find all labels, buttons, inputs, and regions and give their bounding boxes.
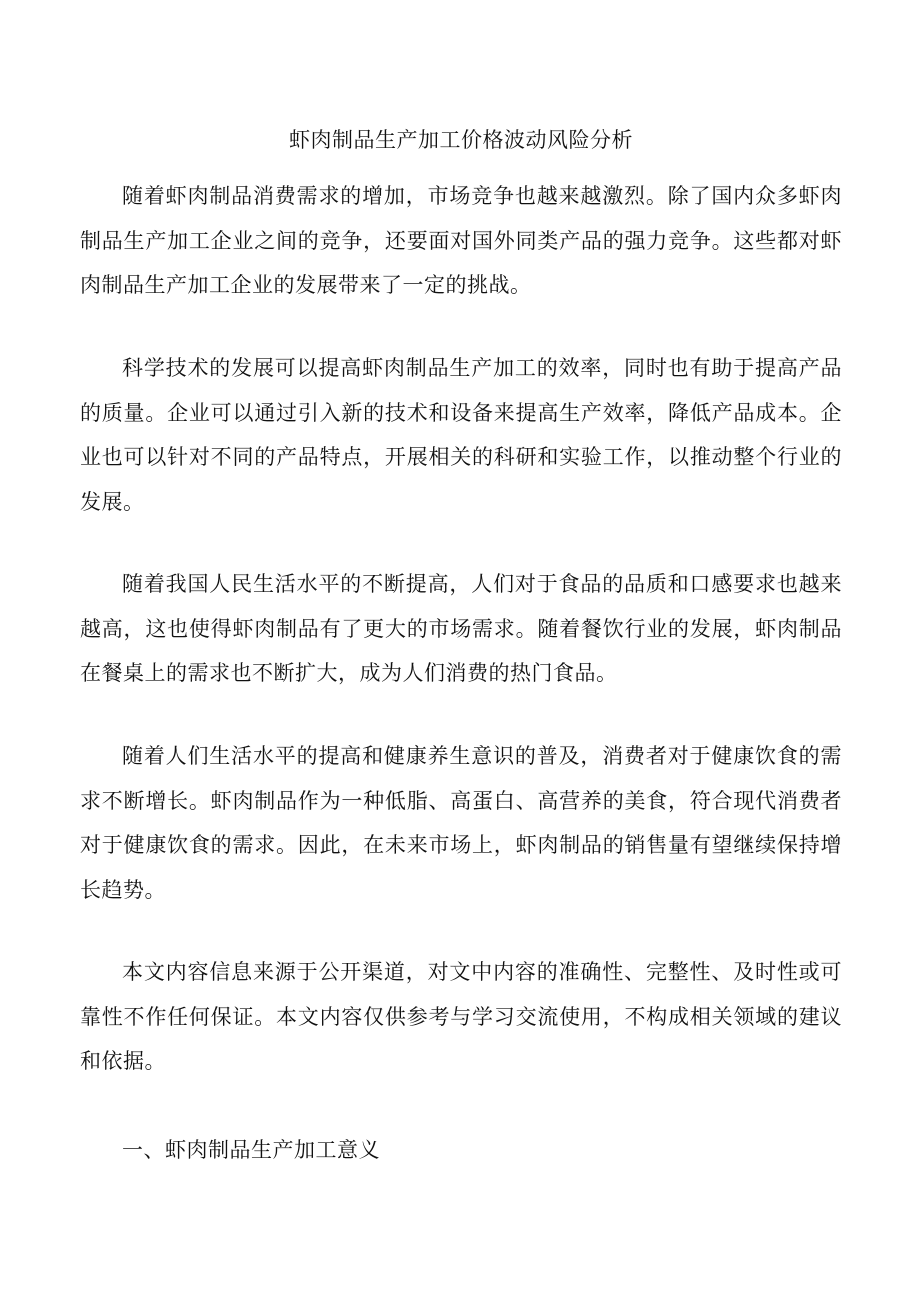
section-heading: 一、虾肉制品生产加工意义 — [122, 1138, 380, 1162]
paragraph-3: 随着我国人民生活水平的不断提高，人们对于食品的品质和口感要求也越来越高，这也使得虾肉制品有了更大的市场需求。随着餐饮行业的发展，虾肉制品在餐桌上的需求也不断扩大，成为人们消费的热门食品。 — [80, 572, 842, 685]
paragraph-4: 随着人们生活水平的提高和健康养生意识的普及，消费者对于健康饮食的需求不断增长。虾肉制品作为一种低脂、高蛋白、高营养的美食，符合现代消费者对于健康饮食的需求。因此，在未来市场上，虾肉制品的销售量有望继续保持增长趋势。 — [80, 744, 842, 902]
paragraph-5: 本文内容信息来源于公开渠道，对文中内容的准确性、完整性、及时性或可靠性不作任何保证。本文内容仅供参考与学习交流使用，不构成相关领域的建议和依据。 — [80, 960, 842, 1073]
paragraph-1: 随着虾肉制品消费需求的增加，市场竞争也越来越激烈。除了国内众多虾肉制品生产加工企业之间的竞争，还要面对国外同类产品的强力竞争。这些都对虾肉制品生产加工企业的发展带来了一定的挑战。 — [80, 184, 842, 297]
document-title: 虾肉制品生产加工价格波动风险分析 — [289, 128, 633, 152]
paragraph-2: 科学技术的发展可以提高虾肉制品生产加工的效率，同时也有助于提高产品的质量。企业可以通过引入新的技术和设备来提高生产效率，降低产品成本。企业也可以针对不同的产品特点，开展相关的科研和实验工作，以推动整个行业的发展。 — [80, 356, 842, 514]
